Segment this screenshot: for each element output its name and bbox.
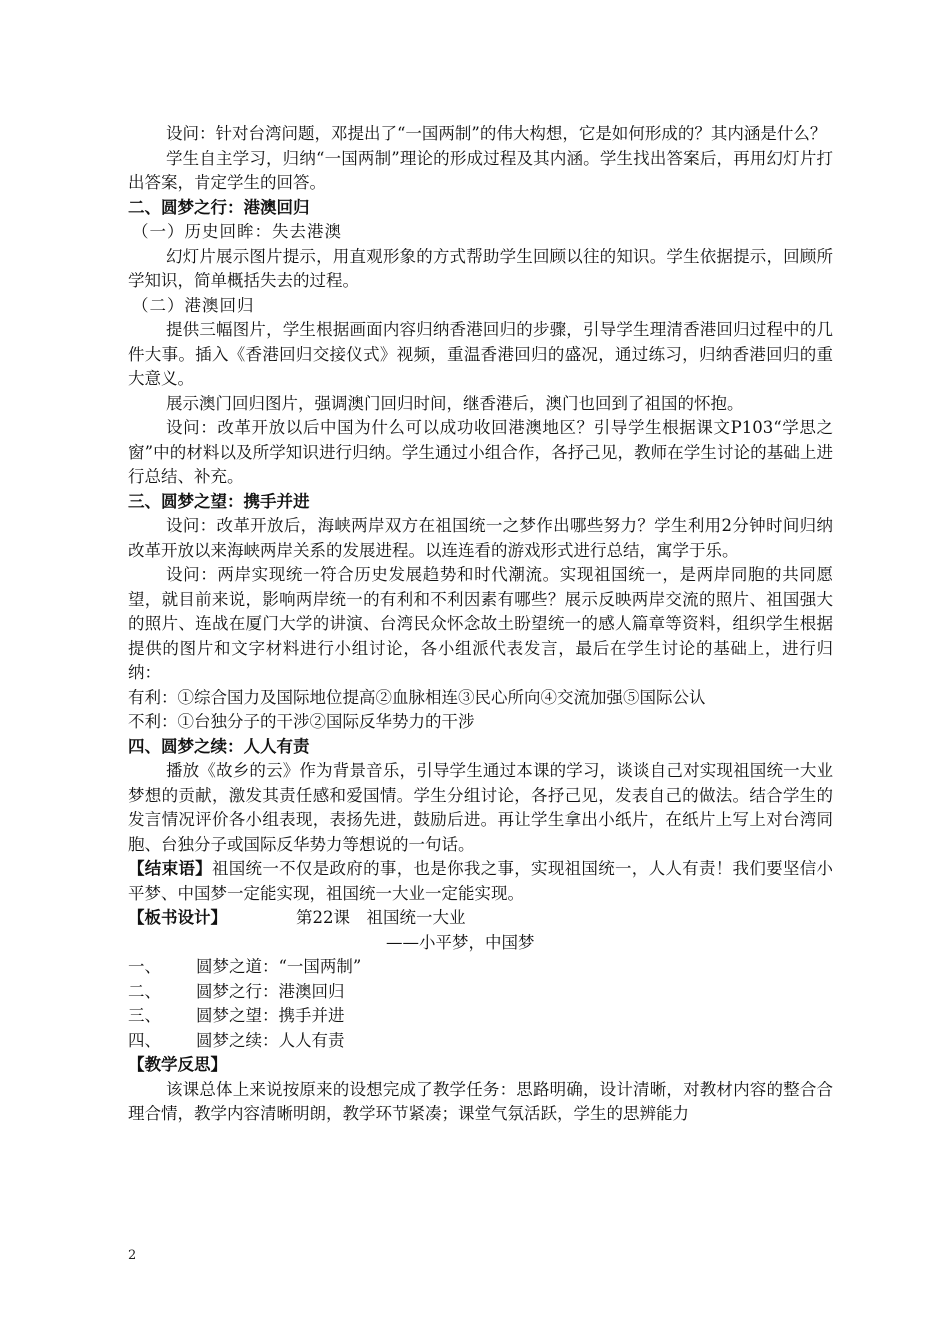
board-outline-item: 四、 圆梦之续：人人有责 bbox=[128, 1030, 345, 1050]
document-page bbox=[128, 122, 833, 1127]
paragraph-self-study: 学生自主学习，归纳“一国两制”理论的形成过程及其内涵。学生找出答案后，再用幻灯片打出答案，肯定学生的回答。 bbox=[128, 148, 833, 192]
board-outline-item: 三、 圆梦之望：携手并进 bbox=[128, 1006, 345, 1025]
closing-text: 祖国统一不仅是政府的事，也是你我之事，实现祖国统一，人人有责！我们要坚信小平梦、中国梦一定能实现，祖国统一大业一定能实现。 bbox=[128, 859, 834, 903]
subheading-return: （二）港澳回归 bbox=[132, 295, 255, 315]
teaching-reflection-text: 该课总体上来说按原来的设想完成了教学任务：思路明确，设计清晰，对教材内容的整合合理合情，教学内容清晰明朗，教学环节紧凑；课堂气氛活跃，学生的思辨能力 bbox=[128, 1079, 833, 1123]
paragraph-macau-return: 展示澳门回归图片，强调澳门回归时间，继香港后，澳门也回到了祖国的怀抱。 bbox=[166, 393, 744, 413]
board-design-title-row bbox=[128, 906, 833, 931]
question-one-country-two-systems: 设问：针对台湾问题，邓提出了“一国两制”的伟大构想，它是如何形成的？其内涵是什么？ bbox=[166, 124, 827, 143]
board-design-lesson-title: 第22课 祖国统一大业 bbox=[296, 908, 466, 927]
board-design-label: 【板书设计】 bbox=[128, 908, 227, 927]
section-heading-4: 四、圆梦之续：人人有责 bbox=[128, 736, 310, 756]
paragraph-reform-question: 设问：改革开放以后中国为什么可以成功收回港澳地区？引导学生根据课文P103“学思之窗”中的材料以及所学知识进行归纳。学生通过小组合作，各抒己见，教师在学生讨论的基础上进行总结、补充。 bbox=[128, 418, 833, 486]
paragraph-responsibility: 播放《故乡的云》作为背景音乐，引导学生通过本课的学习，谈谈自己对实现祖国统一大业梦想的贡献，激发其责任感和爱国情。学生分组讨论，各抒己见，发表自己的做法。结合学生的发言情况评价各小组表现，表扬先进，鼓励后进。再让学生拿出小纸片，在纸片上写上对台湾同胞、台独分子或国际反华势力等想说的一句话。 bbox=[128, 761, 833, 854]
unfavorable-factors: 不利：①台独分子的干涉②国际反华势力的干涉 bbox=[128, 712, 475, 731]
paragraph-cross-strait: 设问：改革开放后，海峡两岸双方在祖国统一之梦作出哪些努力？学生利用2分钟时间归纳改革开放以来海峡两岸关系的发展进程。以连连看的游戏形式进行总结，寓学于乐。 bbox=[128, 516, 833, 560]
page-number: 2 bbox=[128, 1248, 137, 1263]
board-outline-item: 二、 圆梦之行：港澳回归 bbox=[128, 981, 345, 1001]
teaching-reflection-label: 【教学反思】 bbox=[128, 1055, 227, 1074]
favorable-factors: 有利：①综合国力及国际地位提高②血脉相连③民心所向④交流加强⑤国际公认 bbox=[128, 687, 706, 707]
paragraph-unification-factors: 设问：两岸实现统一符合历史发展趋势和时代潮流。实现祖国统一，是两岸同胞的共同愿望，就目前来说，影响两岸统一的有利和不利因素有哪些？展示反映两岸交流的照片、祖国强大的照片、连战在厦门大学的讲演、台湾民众怀念故土盼望统一的感人篇章等资料，组织学生根据提供的图片和文字材料进行小组讨论，各小组派代表发言，最后在学生讨论的基础上，进行归纳： bbox=[128, 565, 833, 682]
closing-label: 【结束语】 bbox=[128, 859, 212, 878]
closing-remarks bbox=[128, 857, 833, 906]
section-heading-2: 二、圆梦之行：港澳回归 bbox=[128, 197, 310, 217]
section-heading-3: 三、圆梦之望：携手并进 bbox=[128, 491, 310, 511]
board-outline-item: 一、 圆梦之道：“一国两制” bbox=[128, 957, 362, 976]
paragraph-hongkong-return: 提供三幅图片，学生根据画面内容归纳香港回归的步骤，引导学生理清香港回归过程中的几件大事。插入《香港回归交接仪式》视频，重温香港回归的盛况，通过练习，归纳香港回归的重大意义。 bbox=[128, 320, 833, 388]
subheading-history-review: （一）历史回眸：失去港澳 bbox=[132, 222, 342, 241]
paragraph-slides: 幻灯片展示图片提示，用直观形象的方式帮助学生回顾以往的知识。学生依据提示，回顾所学知识，简单概括失去的过程。 bbox=[128, 246, 833, 290]
board-design-subtitle: ——小平梦，中国梦 bbox=[386, 932, 535, 952]
